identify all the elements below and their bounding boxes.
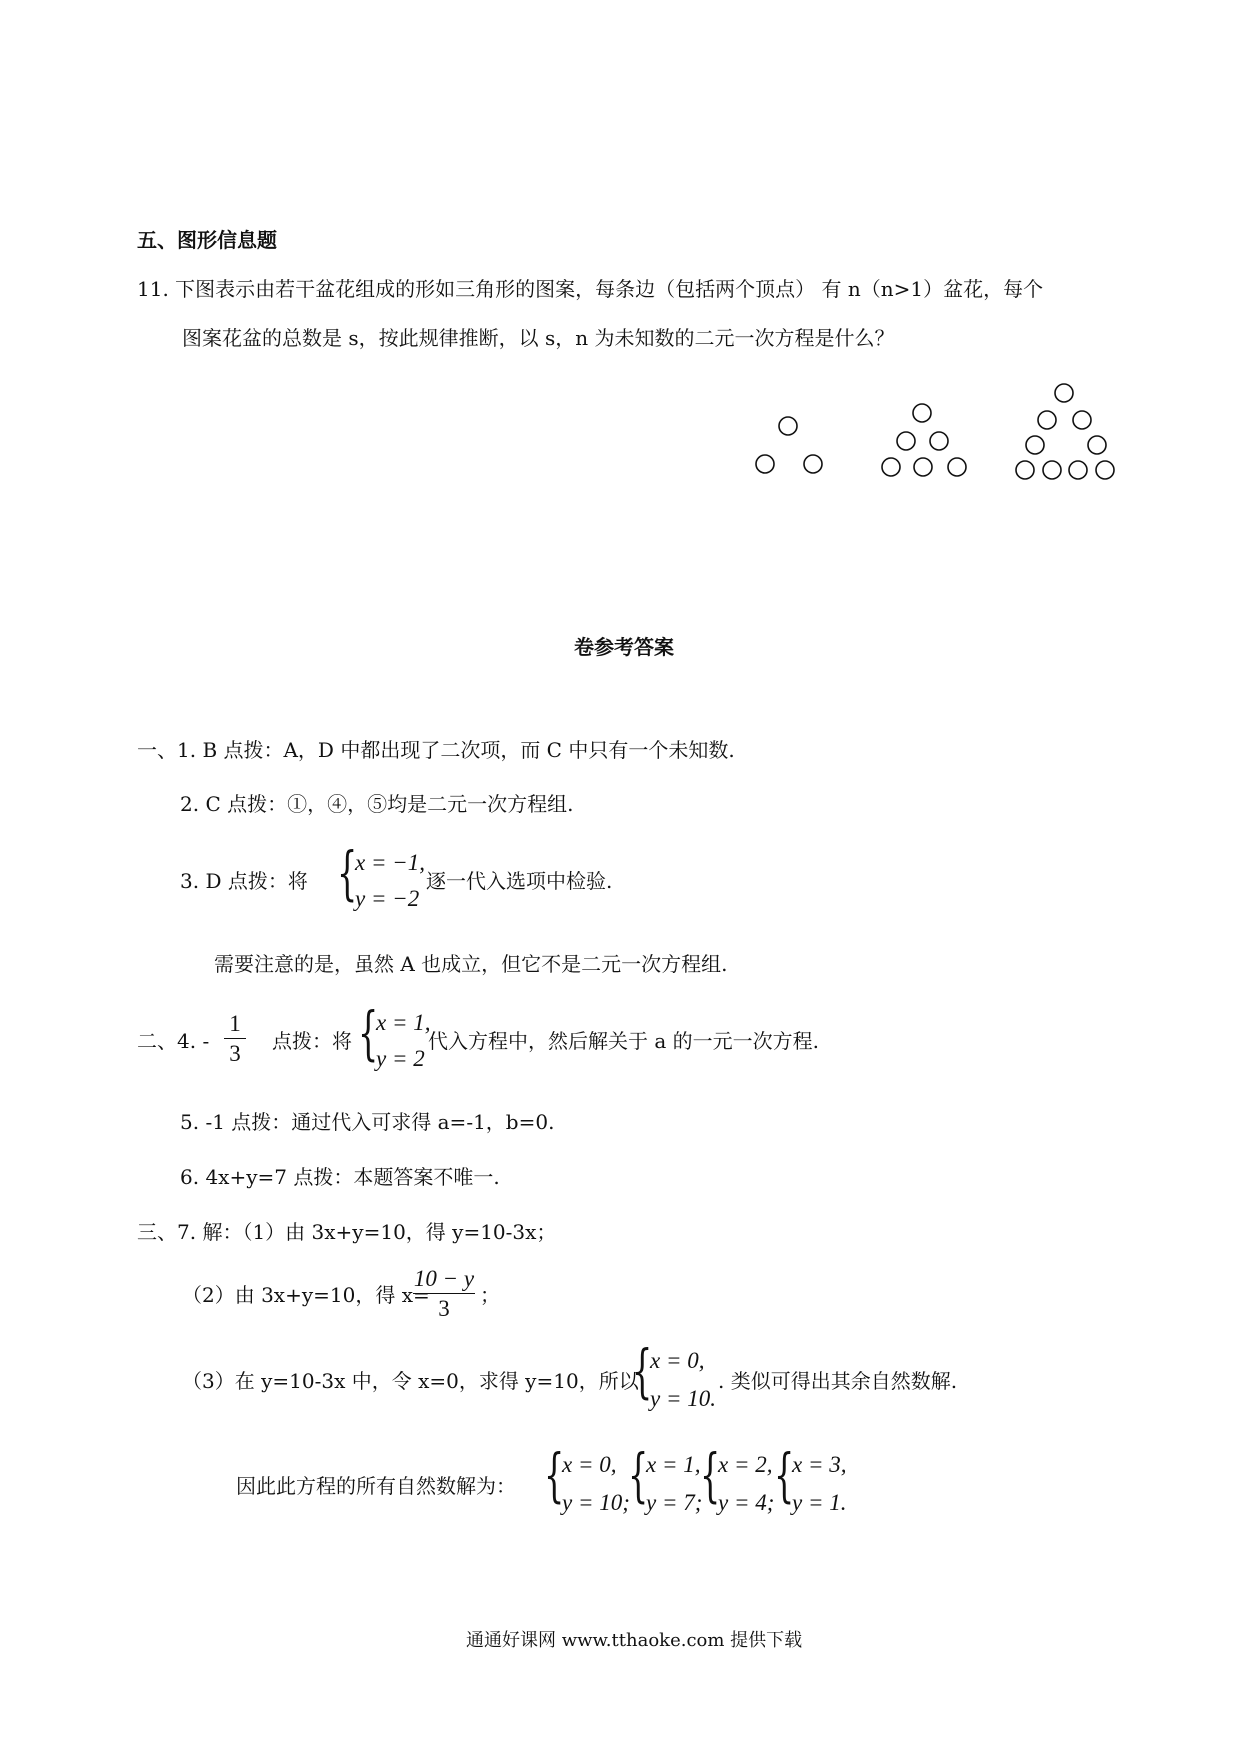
answer-5: 5. -1 点拨：通过代入可求得 a=-1，b=0. [180,1110,555,1134]
equation-line: y = 2 [376,1046,425,1071]
left-brace: { [700,1441,721,1509]
answer-3-prefix: 3. D 点拨：将 [180,869,308,893]
fraction-bar [224,1038,246,1039]
answer-3-note: 需要注意的是，虽然 A 也成立，但它不是二元一次方程组. [214,952,728,976]
answer-4-hint: 点拨：将 [272,1029,352,1053]
page-footer: 通通好课网 www.tthaoke.com 提供下载 [466,1630,803,1651]
left-brace: { [358,999,379,1067]
numerator: 10 − y [413,1266,475,1291]
equation-line: y = 7; [646,1490,703,1515]
left-brace: { [774,1441,795,1509]
answer-1: 一、1. B 点拨：A，D 中都出现了二次项，而 C 中只有一个未知数. [137,738,735,762]
denominator: 3 [229,1041,241,1066]
left-brace: { [628,1441,649,1509]
numerator: 1 [229,1011,241,1036]
flower-pot-triangle-figure [752,380,1120,484]
equation-line: x = 1, [646,1452,701,1477]
equation-line: x = 0, [562,1452,617,1477]
fraction-one-third [224,1012,246,1065]
equation-line: y = 1. [792,1490,847,1515]
question-11-line2: 图案花盆的总数是 s，按此规律推断，以 s，n 为未知数的二元一次方程是什么？ [182,326,895,350]
fraction-10-minus-y-over-3 [413,1267,475,1320]
answer-7-step-2-end: ； [480,1283,500,1307]
equation-line: y = 10; [562,1490,630,1515]
answer-6: 6. 4x+y=7 点拨：本题答案不唯一. [180,1165,500,1189]
section-title: 五、图形信息题 [137,228,277,252]
equation-line: x = 1, [376,1010,431,1035]
answer-4-prefix: 二、4. - [137,1029,210,1053]
answer-4-suffix: 代入方程中，然后解关于 a 的一元一次方程. [428,1029,819,1053]
equation-line: x = 0, [650,1348,705,1373]
left-brace: { [337,839,358,907]
denominator: 3 [438,1296,450,1321]
left-brace: { [632,1337,653,1405]
equation-line: x = 3, [792,1452,847,1477]
answer-7-conclusion: 因此此方程的所有自然数解为： [236,1474,516,1498]
equation-line: y = −2 [355,886,420,911]
fraction-bar [413,1293,475,1294]
equation-line: y = 4; [718,1490,775,1515]
answer-7-step-3: （3）在 y=10-3x 中，令 x=0，求得 y=10，所以 [182,1369,639,1393]
answer-7-step-3-end: . 类似可得出其余自然数解. [718,1369,958,1393]
question-11-line1: 11. 下图表示由若干盆花组成的形如三角形的图案，每条边（包括两个顶点） 有 n（n>1）盆花，每个 [137,277,1044,301]
equation-line: x = 2, [718,1452,773,1477]
answer-7-step-2: （2）由 3x+y=10，得 x= [182,1283,430,1307]
answers-title: 卷参考答案 [574,635,674,659]
equation-line: x = −1, [355,850,425,875]
equation-line: y = 10. [650,1386,716,1411]
left-brace: { [544,1441,565,1509]
answer-3-suffix: 逐一代入选项中检验. [426,869,613,893]
answer-7-step-1: 三、7. 解：（1）由 3x+y=10，得 y=10-3x； [137,1220,557,1244]
answer-2: 2. C 点拨：①，④，⑤均是二元一次方程组. [180,792,574,816]
